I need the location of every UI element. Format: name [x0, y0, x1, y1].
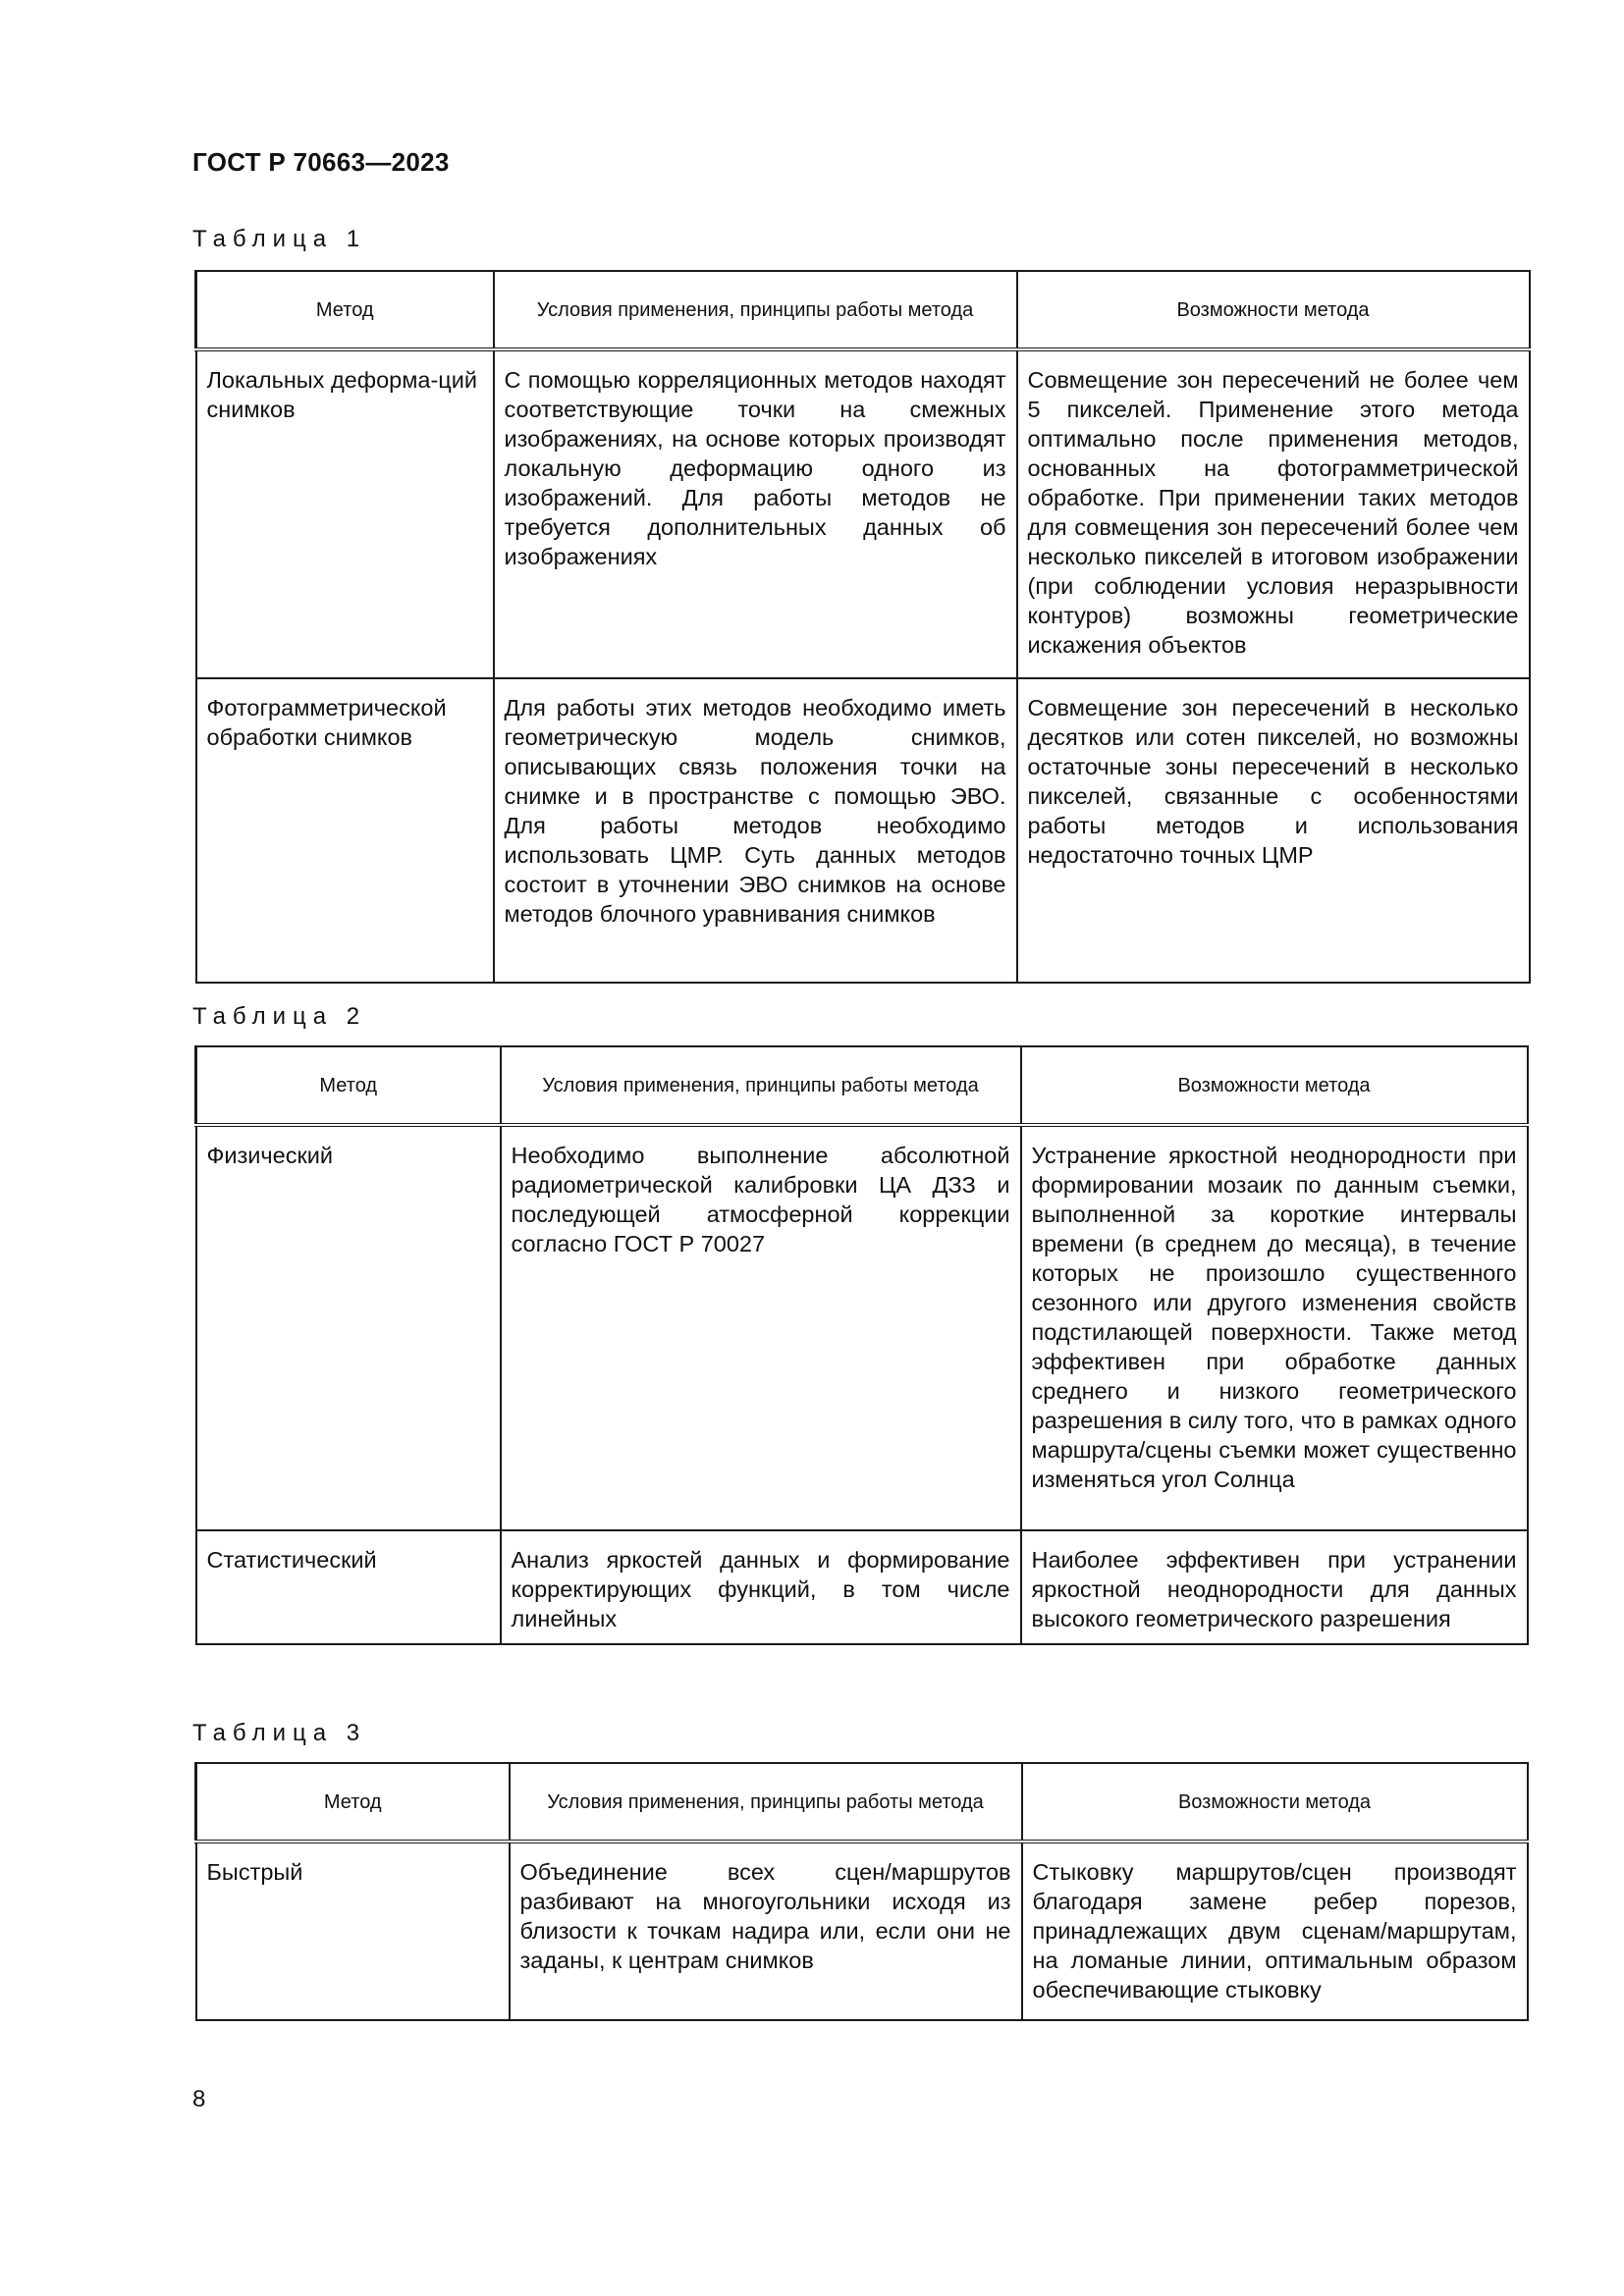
method-cell: Фотограмметрической обработки снимков: [196, 678, 494, 983]
column-header-capabilities: Возможности метода: [1022, 1763, 1528, 1842]
table-2-caption: Таблица 2: [192, 1003, 367, 1030]
column-header-capabilities: Возможности метода: [1021, 1046, 1528, 1125]
method-cell: Локальных деформа-ций снимков: [196, 349, 494, 678]
table-1-header-row: [196, 271, 1530, 349]
column-header-method: Метод: [196, 1763, 510, 1842]
column-header-conditions: Условия применения, принципы работы метода: [510, 1763, 1022, 1842]
method-cell: Статистический: [196, 1530, 501, 1644]
capabilities-cell: Совмещение зон пересечений не более чем 5 пикселей. Применение этого метода оптимально после применения методов, основанных на фотограмметрической обработке. При применении таких методов для совмещения зон пересечений более чем несколько пикселей в итоговом изображении (при соблюдении условия неразрывности контуров) возможны геометрические искажения объектов: [1017, 349, 1530, 678]
table-row: [196, 1530, 1528, 1644]
method-cell: Быстрый: [196, 1842, 510, 2020]
table-3-header-row: [196, 1763, 1528, 1842]
column-header-method: Метод: [196, 1046, 501, 1125]
table-3-caption: Таблица 3: [192, 1720, 367, 1746]
capabilities-cell: Наиболее эффективен при устранении яркостной неоднородности для данных высокого геометрического разрешения: [1021, 1530, 1528, 1644]
table-1: [194, 270, 1531, 984]
column-header-method: Метод: [196, 271, 494, 349]
capabilities-cell: Устранение яркостной неоднородности при формировании мозаик по данным съемки, выполненной за короткие интервалы времени (в среднем до месяца), в течение которых не произошло существенного сезонного или другого изменения свойств подстилающей поверхности. Также метод эффективен при обработке данных среднего и низкого геометрического разрешения в силу того, что в рамках одного маршрута/сцены съемки может существенно изменяться угол Солнца: [1021, 1125, 1528, 1530]
table-row: [196, 1125, 1528, 1530]
conditions-cell: С помощью корреляционных методов находят соответствующие точки на смежных изображениях, на основе которых производят локальную деформацию одного из изображений. Для работы методов не требуется дополнительных данных об изображениях: [494, 349, 1017, 678]
table-2-header-row: [196, 1046, 1528, 1125]
conditions-cell: Анализ яркостей данных и формирование корректирующих функций, в том числе линейных: [501, 1530, 1021, 1644]
column-header-conditions: Условия применения, принципы работы метода: [494, 271, 1017, 349]
capabilities-cell: Совмещение зон пересечений в несколько десятков или сотен пикселей, но возможны остаточные зоны пересечений в несколько пикселей, связанные с особенностями работы методов и использования недостаточно точных ЦМР: [1017, 678, 1530, 983]
table-row: [196, 1842, 1528, 2020]
column-header-capabilities: Возможности метода: [1017, 271, 1530, 349]
document-header: ГОСТ Р 70663—2023: [192, 147, 450, 177]
table-3: [194, 1762, 1529, 2021]
table-row: [196, 349, 1530, 678]
conditions-cell: Объединение всех сцен/маршрутов разбивают на многоугольники исходя из близости к точкам надира или, если они не заданы, к центрам снимков: [510, 1842, 1022, 2020]
method-cell: Физический: [196, 1125, 501, 1530]
table-1-caption: Таблица 1: [192, 226, 367, 252]
capabilities-cell: Стыковку маршрутов/сцен производят благодаря замене ребер порезов, принадлежащих двум сценам/маршрутам, на ломаные линии, оптимальным образом обеспечивающие стыковку: [1022, 1842, 1528, 2020]
conditions-cell: Необходимо выполнение абсолютной радиометрической калибровки ЦА ДЗЗ и последующей атмосферной коррекции согласно ГОСТ Р 70027: [501, 1125, 1021, 1530]
table-row: [196, 678, 1530, 983]
conditions-cell: Для работы этих методов необходимо иметь геометрическую модель снимков, описывающих связь положения точки на снимке и в пространстве с помощью ЭВО. Для работы методов необходимо использовать ЦМР. Суть данных методов состоит в уточнении ЭВО снимков на основе методов блочного уравнивания снимков: [494, 678, 1017, 983]
page-number: 8: [192, 2086, 206, 2112]
table-2: [194, 1045, 1529, 1645]
column-header-conditions: Условия применения, принципы работы метода: [501, 1046, 1021, 1125]
